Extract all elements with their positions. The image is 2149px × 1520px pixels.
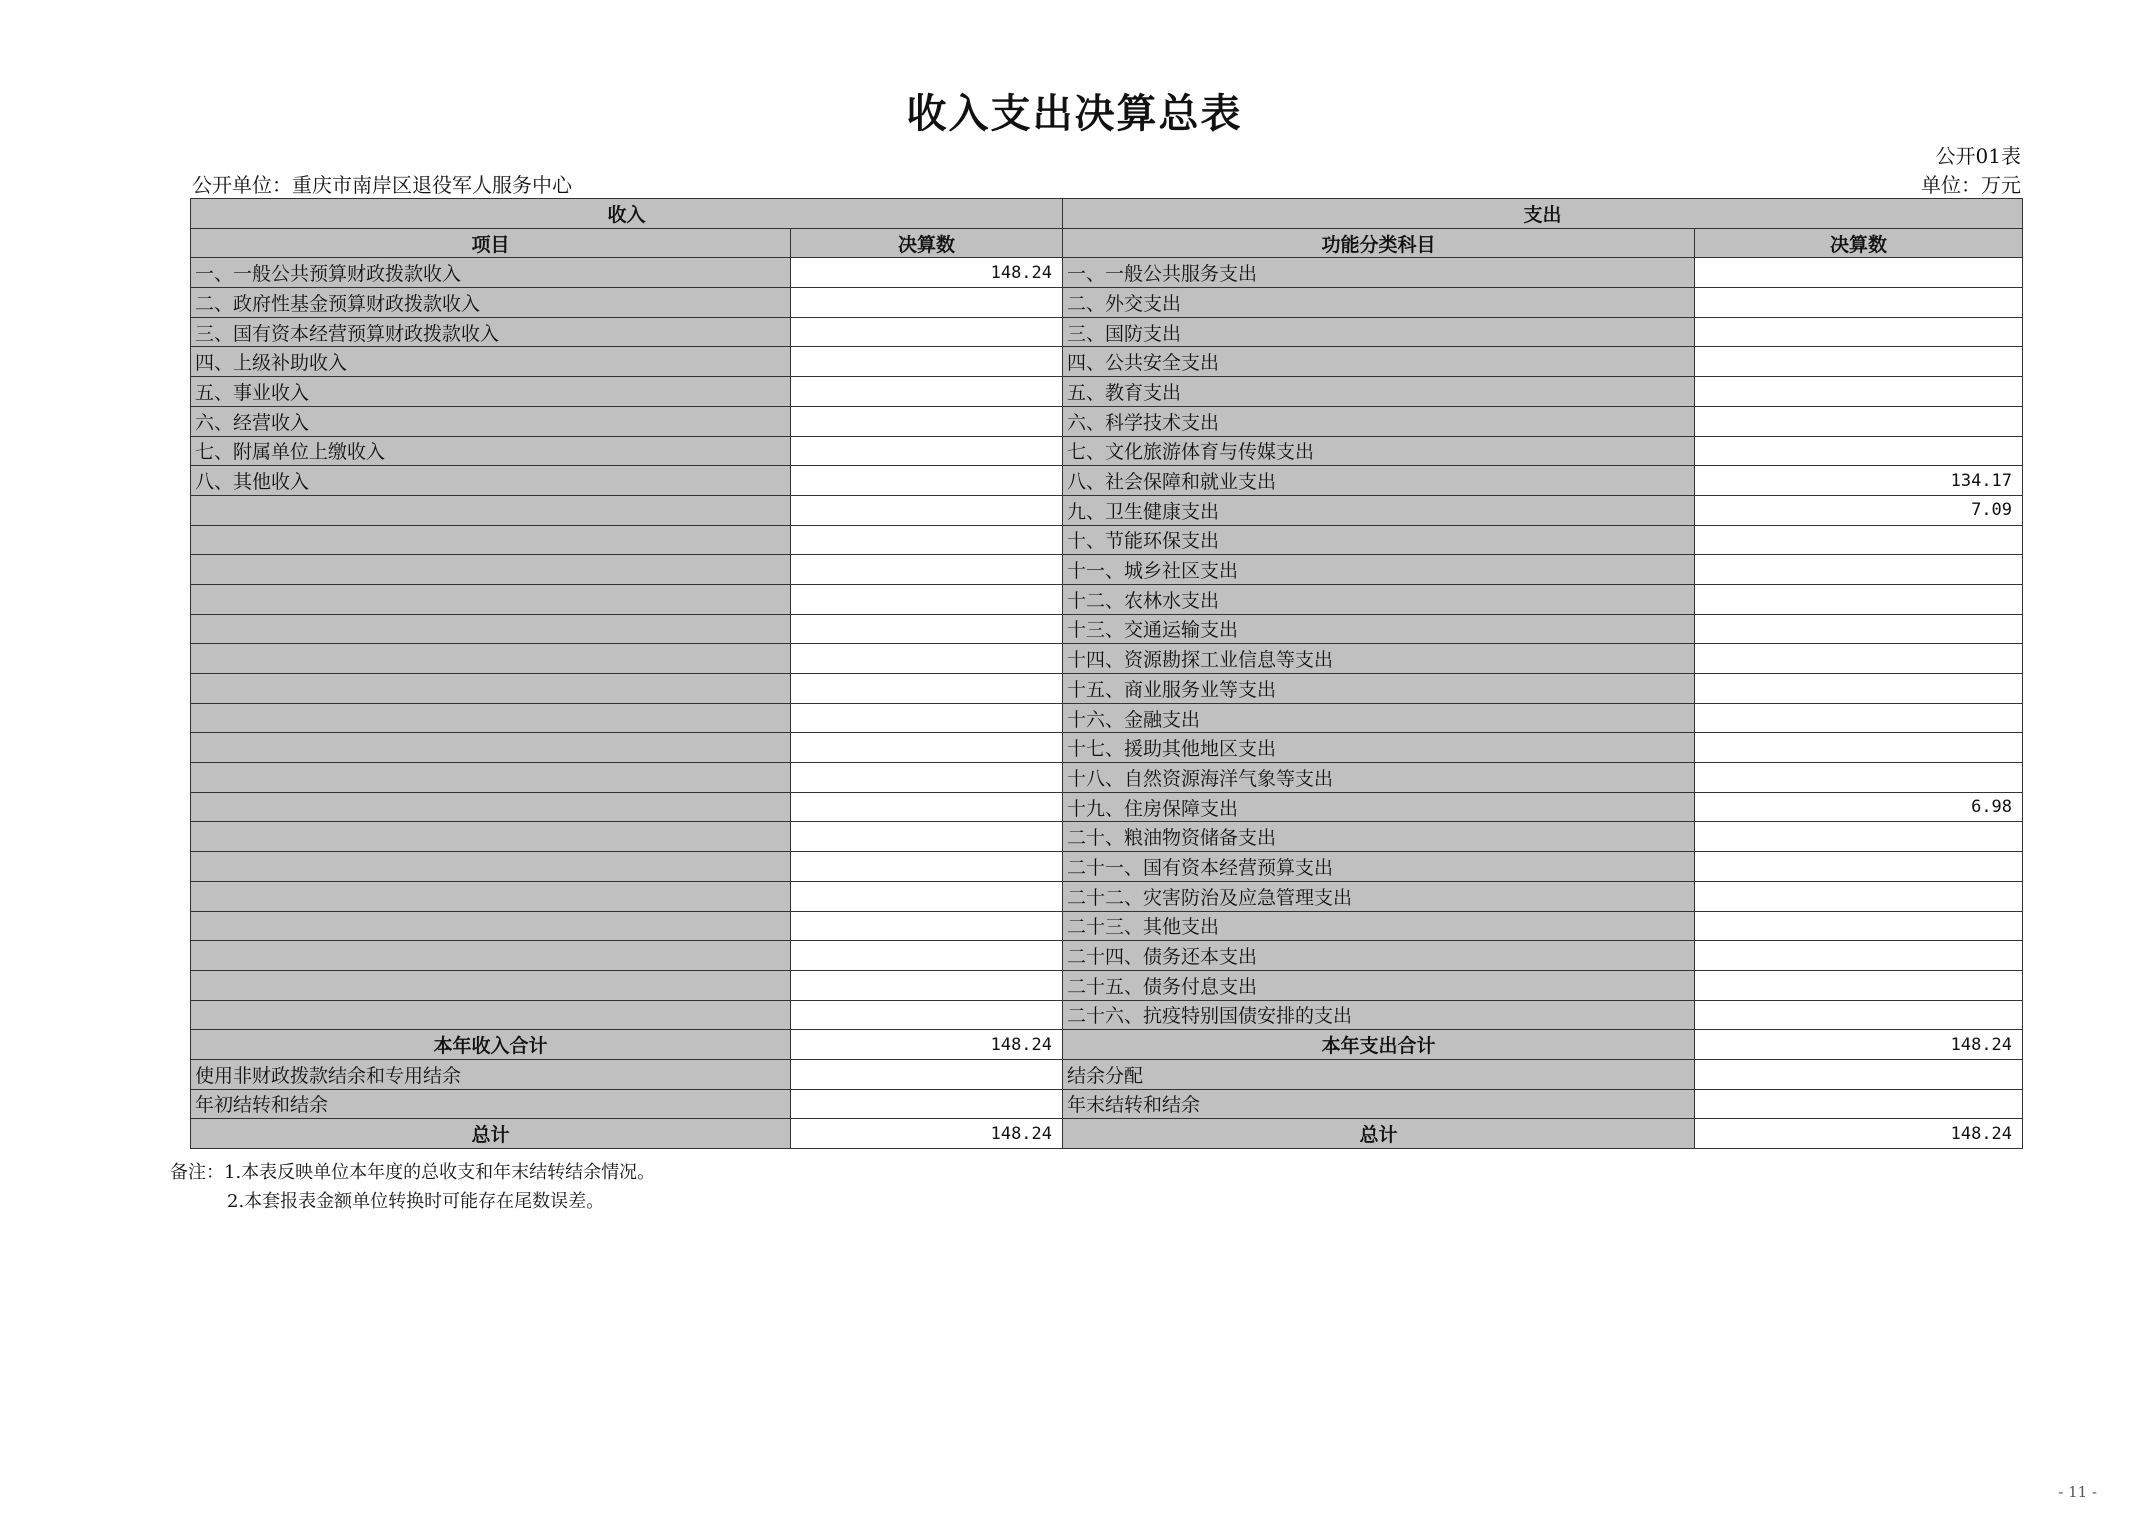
expense-amount-cell [1695,881,2023,911]
table-row-balance-use [191,1059,2023,1089]
income-item-cell [191,792,791,822]
income-item-cell [191,970,791,1000]
expense-section-header: 支出 [1063,199,2023,229]
income-item-cell [191,733,791,763]
expense-amount-cell [1695,258,2023,288]
income-item-cell [191,852,791,882]
table-row [191,881,2023,911]
income-item-cell [191,644,791,674]
table-row [191,792,2023,822]
table-row [191,970,2023,1000]
column-header-income-amount: 决算数 [791,228,1063,258]
income-item-cell [191,881,791,911]
expense-amount-cell [1695,525,2023,555]
income-expense-table [190,198,2023,1149]
table-row [191,525,2023,555]
expense-amount-cell [1695,763,2023,793]
expense-amount-cell [1695,733,2023,763]
expense-item-cell: 八、社会保障和就业支出 [1063,466,1695,496]
table-row [191,733,2023,763]
currency-unit: 单位：万元 [1921,173,2021,197]
expense-amount-cell [1695,941,2023,971]
expense-item-cell: 六、科学技术支出 [1063,406,1695,436]
expense-item-cell: 七、文化旅游体育与传媒支出 [1063,436,1695,466]
income-amount-cell [791,644,1063,674]
income-item-cell [191,674,791,704]
income-year-total-value: 148.24 [791,1030,1063,1060]
income-item-cell [191,614,791,644]
income-amount-cell [791,911,1063,941]
table-row [191,288,2023,318]
income-amount-cell [791,495,1063,525]
table-row [191,1000,2023,1030]
expense-amount-cell [1695,644,2023,674]
income-amount-cell [791,584,1063,614]
expense-item-cell: 十四、资源勘探工业信息等支出 [1063,644,1695,674]
expense-amount-cell [1695,614,2023,644]
table-row [191,911,2023,941]
income-amount-cell [791,970,1063,1000]
income-amount-cell [791,763,1063,793]
income-item-cell [191,703,791,733]
grand-total-income-label: 总计 [191,1119,791,1149]
income-amount-cell [791,347,1063,377]
expense-item-cell: 二、外交支出 [1063,288,1695,318]
table-row-year-total [191,1030,2023,1060]
table-row-grand-total [191,1119,2023,1149]
expense-amount-cell [1695,703,2023,733]
table-row [191,614,2023,644]
table-row [191,495,2023,525]
expense-amount-cell [1695,911,2023,941]
income-amount-cell [791,436,1063,466]
income-item-cell [191,584,791,614]
income-item-cell [191,822,791,852]
income-amount-cell [791,525,1063,555]
income-amount-cell [791,614,1063,644]
income-item-cell [191,495,791,525]
income-amount-cell [791,733,1063,763]
surplus-distribution-label: 结余分配 [1063,1059,1695,1089]
reporting-unit: 公开单位：重庆市南岸区退役军人服务中心 [192,173,572,197]
table-row [191,406,2023,436]
table-row [191,941,2023,971]
income-item-cell [191,941,791,971]
notes [170,1158,655,1216]
table-row [191,555,2023,585]
table-row [191,763,2023,793]
expense-item-cell: 十三、交通运输支出 [1063,614,1695,644]
income-item-cell: 五、事业收入 [191,377,791,407]
expense-item-cell: 十二、农林水支出 [1063,584,1695,614]
table-row [191,317,2023,347]
expense-item-cell: 十五、商业服务业等支出 [1063,674,1695,704]
expense-year-total-value: 148.24 [1695,1030,2023,1060]
expense-amount-cell [1695,1000,2023,1030]
expense-amount-cell [1695,347,2023,377]
income-amount-cell [791,466,1063,496]
income-item-cell: 二、政府性基金预算财政拨款收入 [191,288,791,318]
income-year-total-label: 本年收入合计 [191,1030,791,1060]
expense-amount-cell [1695,852,2023,882]
expense-item-cell: 二十一、国有资本经营预算支出 [1063,852,1695,882]
table-row [191,822,2023,852]
expense-amount-cell [1695,288,2023,318]
table-row [191,703,2023,733]
table-row [191,852,2023,882]
income-amount-cell [791,822,1063,852]
note-line-2: 2.本套报表金额单位转换时可能存在尾数误差。 [227,1191,605,1212]
table-body [191,258,2023,1030]
income-amount-cell [791,792,1063,822]
income-item-cell: 七、附属单位上缴收入 [191,436,791,466]
expense-year-total-label: 本年支出合计 [1063,1030,1695,1060]
income-item-cell: 四、上级补助收入 [191,347,791,377]
expense-item-cell: 二十二、灾害防治及应急管理支出 [1063,881,1695,911]
income-item-cell [191,525,791,555]
grand-total-expense-value: 148.24 [1695,1119,2023,1149]
expense-item-cell: 四、公共安全支出 [1063,347,1695,377]
expense-amount-cell: 134.17 [1695,466,2023,496]
expense-item-cell: 十九、住房保障支出 [1063,792,1695,822]
income-amount-cell [791,555,1063,585]
income-amount-cell [791,317,1063,347]
nonfiscal-balance-value [791,1059,1063,1089]
note-line-1: 备注：1.本表反映单位本年度的总收支和年末结转结余情况。 [170,1162,656,1183]
table-row [191,674,2023,704]
expense-amount-cell [1695,822,2023,852]
income-item-cell: 六、经营收入 [191,406,791,436]
expense-amount-cell [1695,674,2023,704]
grand-total-income-value: 148.24 [791,1119,1063,1149]
expense-amount-cell [1695,377,2023,407]
ending-carryover-label: 年末结转和结余 [1063,1089,1695,1119]
table-totals [191,1030,2023,1149]
column-header-function-subject: 功能分类科目 [1063,228,1695,258]
nonfiscal-balance-label: 使用非财政拨款结余和专用结余 [191,1059,791,1089]
page-title: 收入支出决算总表 [906,91,1243,137]
income-item-cell: 八、其他收入 [191,466,791,496]
expense-amount-cell [1695,436,2023,466]
income-item-cell [191,555,791,585]
surplus-distribution-value [1695,1059,2023,1089]
grand-total-expense-label: 总计 [1063,1119,1695,1149]
expense-item-cell: 十一、城乡社区支出 [1063,555,1695,585]
expense-item-cell: 二十六、抗疫特别国债安排的支出 [1063,1000,1695,1030]
form-number: 公开01表 [1935,144,2021,168]
income-amount-cell [791,288,1063,318]
beginning-carryover-value [791,1089,1063,1119]
expense-amount-cell [1695,970,2023,1000]
page-number: - 11 - [2058,1483,2097,1501]
expense-amount-cell: 7.09 [1695,495,2023,525]
expense-item-cell: 二十、粮油物资储备支出 [1063,822,1695,852]
expense-item-cell: 十七、援助其他地区支出 [1063,733,1695,763]
expense-amount-cell: 6.98 [1695,792,2023,822]
table-column-header-row [191,228,2023,258]
income-item-cell [191,763,791,793]
income-item-cell [191,1000,791,1030]
table-row [191,377,2023,407]
ending-carryover-value [1695,1089,2023,1119]
expense-item-cell: 十八、自然资源海洋气象等支出 [1063,763,1695,793]
table-row [191,436,2023,466]
expense-amount-cell [1695,584,2023,614]
income-item-cell: 一、一般公共预算财政拨款收入 [191,258,791,288]
table-row [191,584,2023,614]
income-amount-cell [791,703,1063,733]
expense-item-cell: 二十三、其他支出 [1063,911,1695,941]
expense-item-cell: 三、国防支出 [1063,317,1695,347]
income-item-cell: 三、国有资本经营预算财政拨款收入 [191,317,791,347]
expense-item-cell: 一、一般公共服务支出 [1063,258,1695,288]
beginning-carryover-label: 年初结转和结余 [191,1089,791,1119]
income-amount-cell [791,406,1063,436]
column-header-expense-amount: 决算数 [1695,228,2023,258]
expense-item-cell: 十、节能环保支出 [1063,525,1695,555]
income-amount-cell [791,674,1063,704]
table-row [191,466,2023,496]
expense-item-cell: 十六、金融支出 [1063,703,1695,733]
table-section-header-row [191,199,2023,229]
expense-amount-cell [1695,317,2023,347]
table-row [191,347,2023,377]
income-amount-cell [791,377,1063,407]
expense-item-cell: 二十四、债务还本支出 [1063,941,1695,971]
expense-item-cell: 九、卫生健康支出 [1063,495,1695,525]
income-amount-cell [791,1000,1063,1030]
income-amount-cell [791,881,1063,911]
income-amount-cell [791,852,1063,882]
table-row-carryover [191,1089,2023,1119]
expense-item-cell: 五、教育支出 [1063,377,1695,407]
expense-amount-cell [1695,406,2023,436]
income-amount-cell [791,941,1063,971]
table-row [191,644,2023,674]
income-item-cell [191,911,791,941]
column-header-item: 项目 [191,228,791,258]
income-section-header: 收入 [191,199,1063,229]
expense-item-cell: 二十五、债务付息支出 [1063,970,1695,1000]
income-amount-cell: 148.24 [791,258,1063,288]
expense-amount-cell [1695,555,2023,585]
table-row [191,258,2023,288]
